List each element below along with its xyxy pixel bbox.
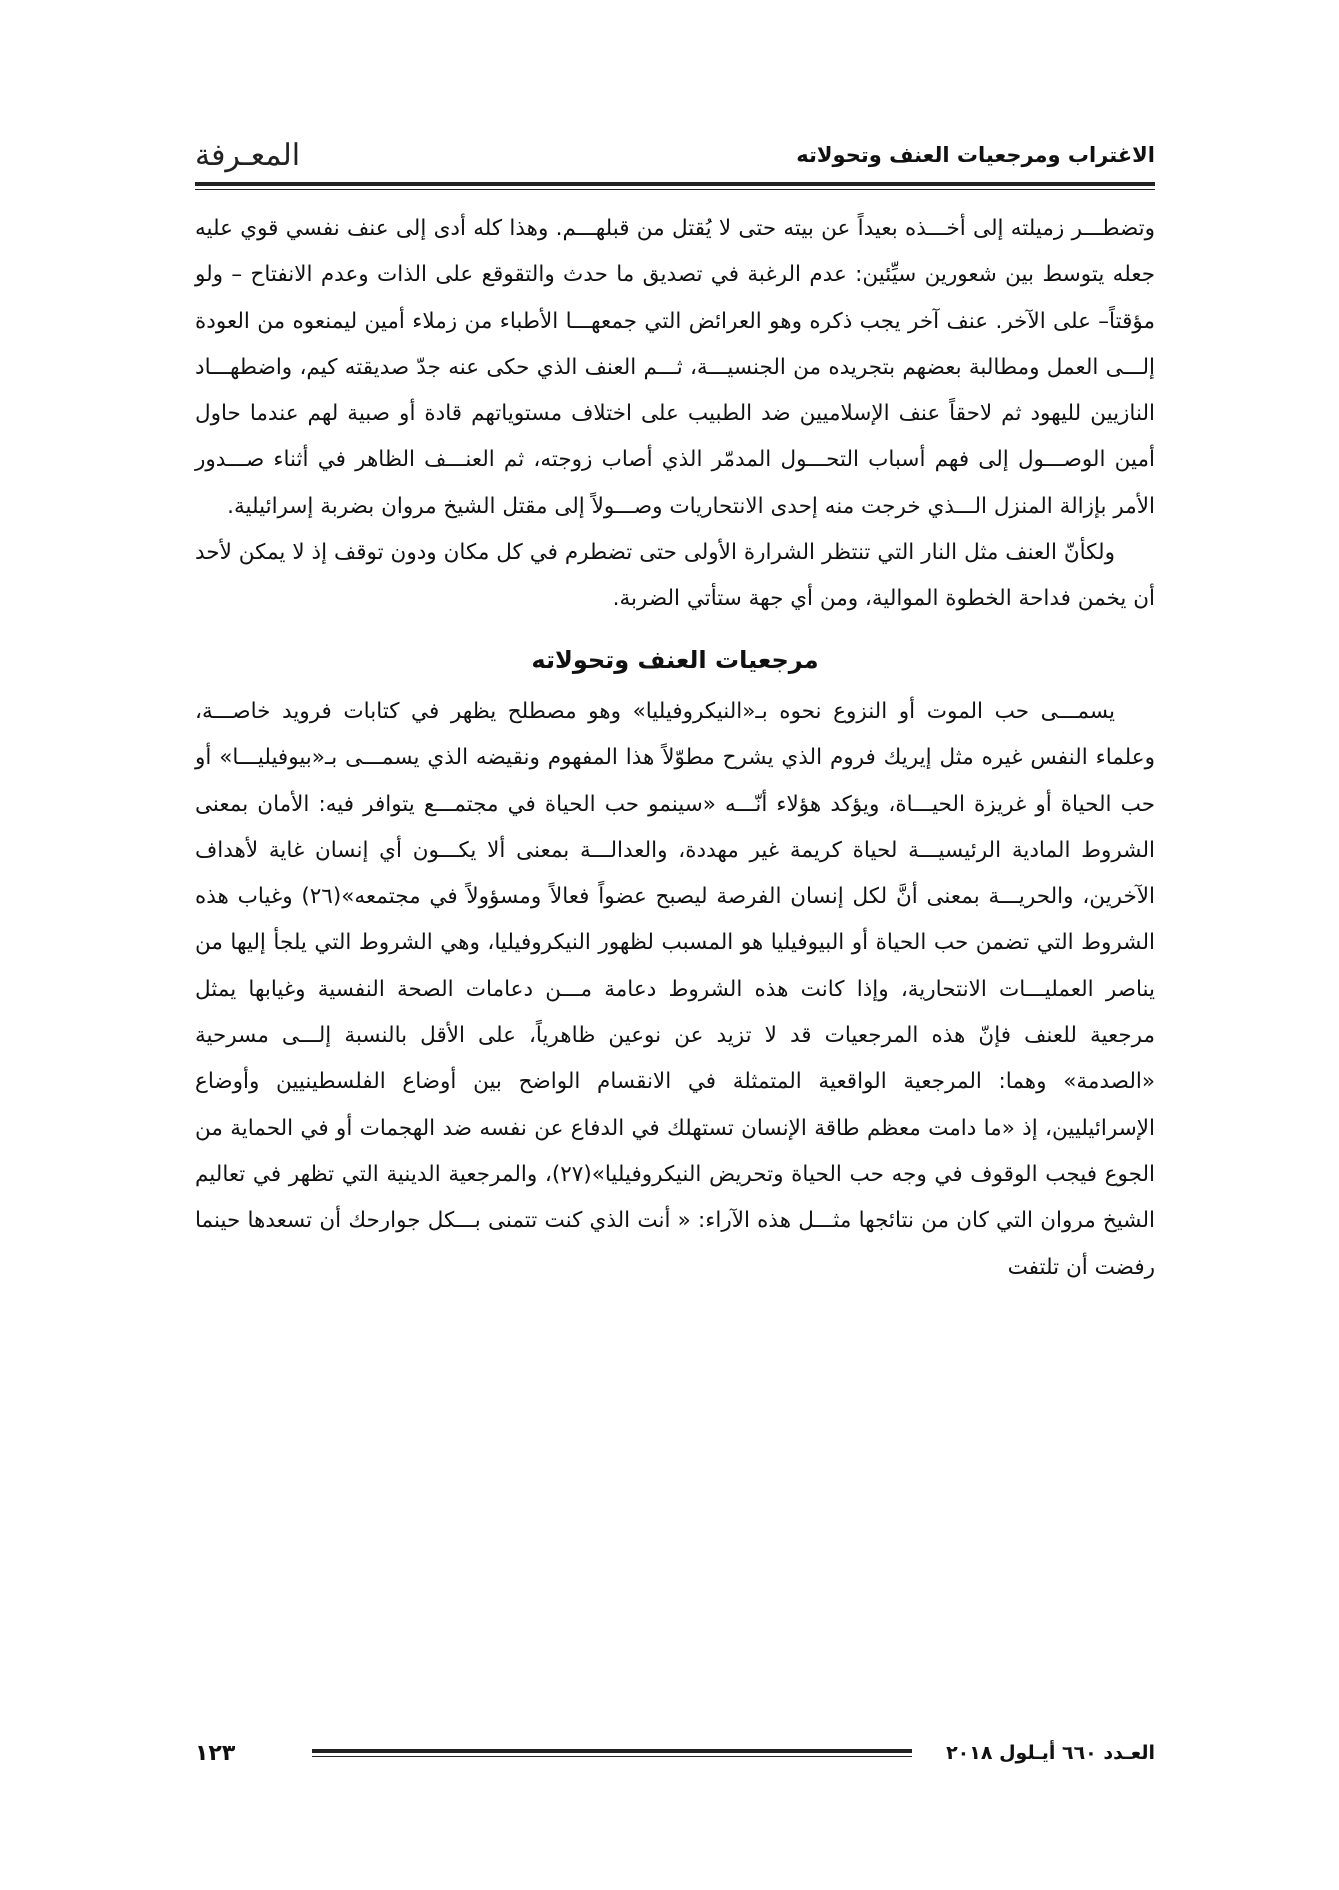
page-header (195, 130, 1155, 180)
running-title: الاغتراب ومرجعيات العنف وتحولاته (796, 143, 1155, 167)
header-rule-thin (195, 189, 1155, 190)
page-footer (195, 1733, 1155, 1773)
paragraph-2: ولكأنّ العنف مثل النار التي تنتظر الشرارة الأولى حتى تضطرم في كل مكان ودون توقف إذ لا يمكن لأحد أن يخمن فداحة الخطوة الموالية، ومن أي جهة ستأتي الضربة. (195, 540, 1155, 612)
section-heading: مرجعيات العنف وتحولاته (531, 645, 819, 674)
magazine-logo: المعـرفة (195, 137, 301, 173)
header-rule-thick (195, 182, 1155, 186)
footer-rule (312, 1749, 912, 1757)
page-number: ١٢٣ (195, 1740, 236, 1766)
article-body (195, 206, 1155, 1291)
issue-label: العـدد ٦٦٠ أيـلول ٢٠١٨ (946, 1742, 1155, 1764)
paragraph-1: وتضطـــر زميلته إلى أخـــذه بعيداً عن بيته حتى لا يُقتل من قبلهـــم. وهذا كله أدى إلى عنف نفسي قوي عليه جعله يتوسط بين شعورين سيِّئين: عدم الرغبة في تصديق ما حدث والتقوقع على الذات وعدم الانفتاح – ولو مؤقتاً– على الآخر. عنف آخر يجب ذكره وهو العرائض التي جمعهـــا الأطباء من زملاء أمين ليمنعوه من العودة إلـــى العمل ومطالبة بعضهم بتجريده من الجنسيـــة، ثـــم العنف الذي حكى عنه جدّ صديقته كيم، واضطهـــاد النازيين لليهود ثم لاحقاً عنف الإسلاميين ضد الطبيب على اختلاف مستوياتهم قادة أو صبية لهم عندما حاول أمين الوصـــول إلى فهم أسباب التحـــول المدمّر الذي أصاب زوجته، ثم العنـــف الظاهر في أثناء صـــدور الأمر بإزالة المنزل الـــذي خرجت منه إحدى الانتحاريات وصـــولاً إلى مقتل الشيخ مروان بضربة إسرائيلية. (195, 216, 1155, 519)
paragraph-3: يسمـــى حب الموت أو النزوع نحوه بـ«النيكروفيليا» وهو مصطلح يظهر في كتابات فرويد خاصـــة، وعلماء النفس غيره مثل إيريك فروم الذي يشرح مطوّلاً هذا المفهوم ونقيضه الذي يسمـــى بـ«بيوفيليـــا» أو حب الحياة أو غريزة الحيـــاة، ويؤكد هؤلاء أنّـــه «سينمو حب الحياة في مجتمـــع يتوافر فيه: الأمان بمعنى الشروط المادية الرئيسيـــة لحياة كريمة غير مهددة، والعدالـــة بمعنى ألا يكـــون أي إنسان غاية لأهداف الآخرين، والحريـــة بمعنى أنَّ لكل إنسان الفرصة ليصبح عضواً فعالاً ومسؤولاً في مجتمعه»(٢٦) وغياب هذه الشروط التي تضمن حب الحياة أو البيوفيليا هو المسبب لظهور النيكروفيليا، وهي الشروط التي يلجأ إليها من يناصر العمليـــات الانتحارية، وإذا كانت هذه الشروط دعامة مـــن دعامات الصحة النفسية وغيابها يمثل مرجعية للعنف فإنّ هذه المرجعيات قد لا تزيد عن نوعين ظاهرياً، على الأقل بالنسبة إلـــى مسرحية «الصدمة» وهما: المرجعية الواقعية المتمثلة في الانقسام الواضح بين أوضاع الفلسطينيين وأوضاع الإسرائيليين، إذ «ما دامت معظم طاقة الإنسان تستهلك في الدفاع عن نفسه ضد الهجمات أو في الحماية من الجوع فيجب الوقوف في وجه حب الحياة وتحريض النيكروفيليا»(٢٧)، والمرجعية الدينية التي تظهر في تعاليم الشيخ مروان التي كان من نتائجها مثـــل هذه الآراء: « أنت الذي كنت تتمنى بـــكل جوارحك أن تسعدها حينما رفضت أن تلتفت (195, 698, 1155, 1280)
